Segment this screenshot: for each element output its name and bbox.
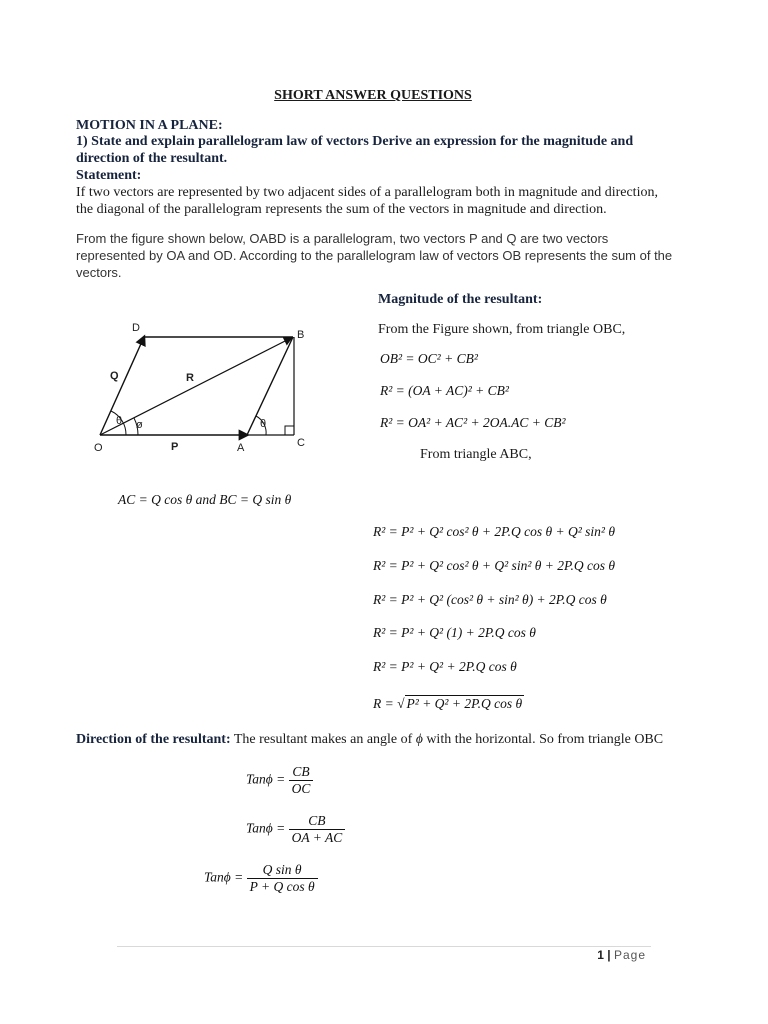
radical-sign: √ [397, 696, 405, 711]
tan-3-lhs: Tanϕ = [204, 869, 244, 885]
footer-divider [117, 946, 651, 947]
tan-3-numerator: Q sin θ [247, 862, 318, 879]
tan-3-denominator: P + Q cos θ [249, 879, 315, 894]
tan-3-fraction [247, 862, 318, 895]
tan-1-denominator: OC [291, 781, 311, 796]
direction-paragraph [76, 730, 663, 748]
intro-line-2: represented by OA and OD. According to the parallelogram law of vectors OB represents the sum of the [76, 248, 673, 263]
parallelogram-figure [86, 316, 316, 461]
direction-text-a: The resultant makes an angle of [230, 732, 413, 747]
label-theta-a: θ [260, 418, 267, 430]
label-theta-o: θ [116, 415, 123, 427]
label-q: Q [110, 370, 119, 382]
side-ab-line [247, 337, 293, 435]
page-number: 1 [597, 948, 604, 962]
magnitude-intro: From the Figure shown, from triangle OBC, [378, 322, 626, 337]
equation-r-squared-2: R² = OA² + AC² + 2OA.AC + CB² [380, 415, 566, 430]
equation-r-root-radicand: P² + Q² + 2P.Q cos θ [406, 696, 523, 711]
from-triangle-abc: From triangle ABC, [420, 447, 532, 462]
direction-text-b: with the horizontal. So from triangle OBC [422, 732, 664, 747]
question-line-2: direction of the resultant. [76, 151, 228, 166]
tan-equation-3 [204, 862, 318, 895]
tan-2-fraction [289, 813, 346, 846]
equation-r-squared-3: R² = P² + Q² cos² θ + 2P.Q cos θ + Q² sin² θ [373, 524, 615, 539]
equation-ob-squared: OB² = OC² + CB² [380, 351, 478, 366]
tan-equation-2 [246, 813, 345, 846]
label-a: A [237, 442, 245, 454]
statement-line-1: If two vectors are represented by two adjacent sides of a parallelogram both in magnitude and direction, [76, 185, 658, 200]
tan-1-numerator: CB [289, 764, 314, 781]
magnitude-heading: Magnitude of the resultant: [378, 292, 543, 307]
tan-equation-1 [246, 764, 313, 797]
section-heading: MOTION IN A PLANE: [76, 118, 223, 133]
equation-r-squared-7: R² = P² + Q² + 2P.Q cos θ [373, 659, 517, 674]
equation-r-root [373, 696, 524, 712]
right-angle-marker [285, 426, 294, 435]
page-footer [597, 948, 646, 962]
tan-2-numerator: CB [289, 813, 346, 830]
tan-2-denominator: OA + AC [291, 830, 343, 845]
intro-line-3: vectors. [76, 265, 122, 280]
label-p: P [171, 441, 179, 453]
direction-phi: ϕ [415, 731, 423, 746]
equation-r-squared-5: R² = P² + Q² (cos² θ + sin² θ) + 2P.Q cos θ [373, 592, 607, 607]
question-line-1: 1) State and explain parallelogram law of vectors Derive an expression for the magnitude and [76, 134, 634, 149]
intro-line-1: From the figure shown below, OABD is a parallelogram, two vectors P and Q are two vectors [76, 231, 609, 246]
tan-1-lhs: Tanϕ = [246, 771, 286, 787]
equation-ac-bc: AC = Q cos θ and BC = Q sin θ [118, 492, 292, 507]
label-r: R [186, 372, 194, 384]
label-c: C [297, 437, 305, 449]
statement-heading: Statement: [76, 168, 142, 183]
equation-r-root-lhs: R = [373, 696, 394, 711]
page-separator: | [603, 948, 614, 962]
direction-heading: Direction of the resultant: [76, 732, 231, 747]
equation-r-squared-6: R² = P² + Q² (1) + 2P.Q cos θ [373, 625, 536, 640]
label-o: O [94, 442, 103, 454]
equation-r-squared-1: R² = (OA + AC)² + CB² [380, 383, 509, 398]
tan-2-lhs: Tanϕ = [246, 820, 286, 836]
label-b: B [297, 329, 305, 341]
label-d: D [132, 322, 140, 334]
equation-r-squared-4: R² = P² + Q² cos² θ + Q² sin² θ + 2P.Q cos θ [373, 558, 615, 573]
label-phi-o: ø [136, 419, 143, 431]
page-title: SHORT ANSWER QUESTIONS [274, 88, 472, 103]
page-label: Page [613, 948, 646, 962]
statement-line-2: the diagonal of the parallelogram represents the sum of the vectors in magnitude and direction. [76, 202, 607, 217]
tan-1-fraction [289, 764, 314, 797]
